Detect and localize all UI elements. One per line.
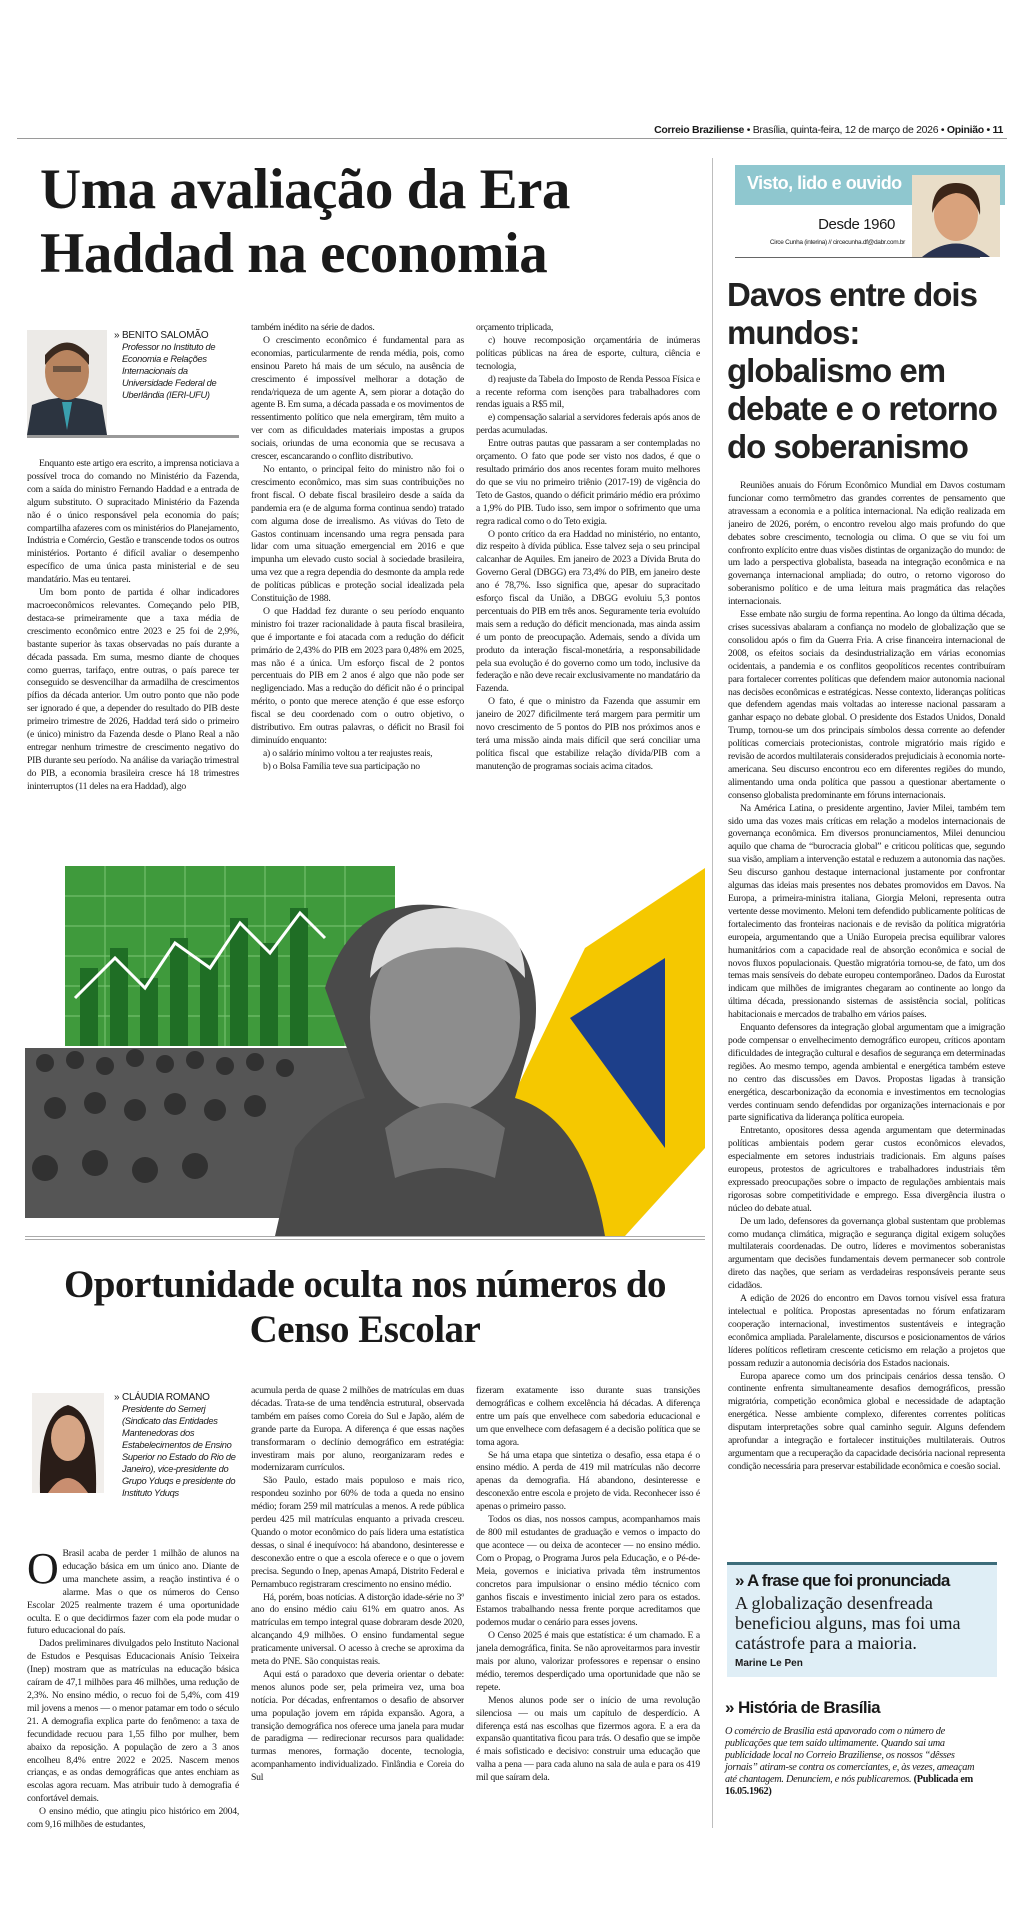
paragraph: Há, porém, boas notícias. A distorção idade-série no 3º ano do ensino médio caiu 61% em quatro anos. As matrículas em tempo integral quase dobraram desde 2020, alcançando 4,9 milhões. O ensino fundamental segue praticamente universal. O acesso à creche se aproxima da meta do PNE. São conquistas reais. <box>251 1591 464 1668</box>
header-rule <box>17 138 1007 139</box>
sidebar-article-body <box>728 480 1005 1556</box>
author2-photo <box>32 1393 104 1493</box>
article2-column-3 <box>476 1385 700 1908</box>
paragraph: No entanto, o principal feito do ministro não foi o crescimento econômico, mas sim suas contribuições no front fiscal. O debate fiscal brasileiro desde a saída da pandemia era (e de alguma forma continua sendo) tratado com alguma dose de irrealismo. As viúvas do Teto de Gastos continuam incensando uma regra pensada para lidar com uma situação emergencial em 2016 e que impunha um elevado custo social à sociedade brasileira, uma vez que a regra dependia do desmonte da ampla rede de políticas públicas e proteção social idealizada pela Constituição de 1988. <box>251 463 464 605</box>
paragraph: O Censo 2025 é mais que estatística: é um chamado. E a janela demográfica, finita. Se não aproveitarmos para investir mais por aluno, valorizar professores e repensar o ensino médio, teremos desperdiçado uma oportunidade que não se repete. <box>476 1630 700 1693</box>
section-name: Opinião <box>946 124 984 136</box>
article2-column-2 <box>251 1385 464 1908</box>
paragraph: Entre outras pautas que passaram a ser contempladas no orçamento. O fato que pode ser visto nos dados, é que o resultado primário dos anos recentes foram muito melhores do que se viu no primeiro triênio (2017-19) de vigência do Teto de Gastos, quando o déficit primário médio era próximo a 1,9% do PIB. Tudo isso, sem impor o sofrimento que uma regra radical como o do Teto exigia. <box>476 438 700 527</box>
article1-column-2 <box>251 322 464 842</box>
quote-text: A globalização desenfreada beneficiou alguns, mas foi uma catástrofe para a maioria. <box>735 1593 961 1653</box>
quote-heading: » A frase que foi pronunciada <box>735 1571 950 1590</box>
column-divider <box>712 158 713 1828</box>
page-header <box>654 124 1003 136</box>
paragraph: A edição de 2026 do encontro em Davos tornou visível essa fratura intelectual e política. Propostas apresentadas no fórum enfatizaram cooperação internacional, investimentos sustentáveis e integração econômica ampliada. Paralelamente, discursos e posicionamentos de vários líderes políticos refletiram crescente ceticismo em relação a projetos que possam reduzir a autonomia decisória dos Estados nacionais. <box>728 1293 1005 1369</box>
paragraph: Europa aparece como um dos principais cenários dessa tensão. O continente enfrenta simultaneamente desafios demográficos, pressão migratória, competição econômica global e necessidade de adaptação energética. Nesse ambiente complexo, diferentes correntes políticas disputam interpretações sobre qual caminho seguir. Alguns defendem aprofundar a integração e fortalecer instituições multilaterais. Outros argumentam que a recuperação da capacidade decisória nacional representa condição necessária para preservar estabilidade econômica e coesão social. <box>728 1370 1005 1472</box>
author1-bio: Professor no Instituto de Economia e Relações Internacionais da Universidade Federal de Uberlândia (IERI-UFU) <box>122 342 217 400</box>
paragraph: O ponto crítico da era Haddad no ministério, no entanto, diz respeito à dívida pública. Esse talvez seja o seu principal calcanhar de Aquiles. Em janeiro de 2023 a Dívida Bruta do Governo Geral (DBGG) era 73,4% do PIB, em janeiro deste ano é 78,7%. Isso significa que, apesar do supracitado esforço fiscal da União, a DBGG evoluiu 5,3 pontos percentuais do PIB em três anos. Seguramente teria evoluído mais sem a redução do déficit mencionada, mas ainda assim é um ponto de preocupação. Ademais, sendo a dívida um produto da interação fiscal-monetária, a responsabilidade pela sua evolução é do governo como um todo, inclusive da federação e não deve recair exclusivamente no mandatário da Fazenda. <box>476 528 700 695</box>
paragraph: Todos os dias, nos nossos campus, acompanhamos mais de 800 mil estudantes de graduação e vemos o impacto do que acontece — ou deixa de acontecer — no ensino médio. Com o Propag, o Programa Juros pela Educação, e o Pé-de-Meia, governos e iniciativa privada têm instrumentos concretos para impulsionar o ensino médio técnico com ganhos fiscais e investimento inicial zero para os estados. Estamos trabalhando nessa frente porque acreditamos que podemos mudar o cenário para esses jovens. <box>476 1514 700 1629</box>
paragraph: Dados preliminares divulgados pelo Instituto Nacional de Estudos e Pesquisas Educacionais Anísio Teixeira (Inep) mostram que as matrículas na educação básica caíram de 47,1 milhões para 46 milhões, uma redução de 2,3%. No ensino médio, o recuo foi de 5,4%, com 419 mil jovens a menos — o menor patamar em todo o século 21. A demografia explica parte do fenômeno: a taxa de fecundidade recuou para 1,55 filho por mulher, bem abaixo da reposição. A população de zero a 3 anos encolheu 8,4% entre 2022 e 2025. Nascem menos crianças, e as ondas demográficas que antes enchiam as escolas agora recuam. Mas atribuir tudo à demografia é confortável demais. <box>27 1638 239 1805</box>
article1-title: Uma avaliação da Era Haddad na economia <box>40 158 570 285</box>
section-divider <box>25 1236 705 1240</box>
paragraph: Enquanto defensores da integração global argumentam que a imigração pode compensar o envelhecimento demográfico europeu, críticos apontam dificuldades de integração cultural e desafios de segurança em determinadas regiões. Ao mesmo tempo, agenda ambiental e energética também esteve no centro das discussões em Davos. Propostas ligadas à transição energética, descarbonização da economia e investimentos em tecnologias verdes continuam sendo defendidas por organizações internacionais e por parte significativa da liderança política europeia. <box>728 1022 1005 1124</box>
column-name: Visto, lido e ouvido <box>747 173 902 193</box>
author1-photo <box>27 330 107 435</box>
sidebar-article-title: Davos entre dois mundos: globalismo em debate e o retorno do soberanismo <box>727 276 997 465</box>
history-heading: » História de Brasília <box>725 1698 880 1717</box>
paragraph: Esse embate não surgiu de forma repentina. Ao longo da última década, crises sucessivas abalaram a confiança no modelo de globalização que se consolidou após o fim da Guerra Fria. A crise financeira internacional de 2008, os efeitos sociais da desindustrialização em várias economias ocidentais, a pandemia e os conflitos geopolíticos recentes contribuíram para fortalecer correntes políticas que defendem maior autonomia nacional nas decisões econômicas e estratégicas. Nesse contexto, lideranças políticas que defendem agendas mais voltadas ao interesse nacional passaram a ganhar espaço no debate global. O presidente dos Estados Unidos, Donald Trump, tornou-se um dos principais símbolos dessa corrente ao defender políticas comerciais protecionistas, controle migratório mais rígido e revisão de acordos multilaterais considerados prejudiciais à economia norte-americana. Seu discurso encontrou eco em diferentes regiões do mundo, alimentando uma onda política que passou a questionar abertamente o consenso globalista predominante em fóruns internacionais. <box>728 609 1005 801</box>
author1-info <box>114 330 239 401</box>
columnist-photo <box>912 175 1000 257</box>
author2-info <box>114 1392 239 1499</box>
history-body: O comércio de Brasília está apavorado com o número de publicações que tem saído ultimamente. Quando sai uma publicidade local no Correio Braziliense, os nossos “dêsses jornais” atiram-se contra os comerciantes, e, às vezes, ameaçam até chantagem. Denunciem, e nós publicaremos. <box>725 1726 975 1785</box>
paragraph: d) reajuste da Tabela do Imposto de Renda Pessoa Física e a recente reforma com isenções para trabalhadores com rendas iguais a R$5 mil, <box>476 373 700 411</box>
history-text <box>725 1726 975 1798</box>
since-label: Desde 1960 <box>818 216 895 233</box>
paragraph-text: Brasil acaba de perder 1 milhão de alunos na educação básica em um único ano. Diante de uma manchete assim, a reação instintiva é o alarme. Mas o que os números do Censo Escolar 2025 realmente trazem é uma oportunidade oculta. E o que decidirmos fazer com ela pode mudar o futuro educacional do país. <box>27 1548 239 1637</box>
paragraph: Na América Latina, o presidente argentino, Javier Milei, também tem sido uma das vozes mais críticas em relação a modelos internacionais de governança econômica. Em diversos pronunciamentos, Milei denunciou aquilo que chama de “burocracia global” e criticou políticas que, segundo sua visão, ampliam a intervenção estatal e reduzem a autonomia das nações. Seu discurso ganhou destaque internacional justamente por confrontar algumas das ideias mais presentes nos debates promovidos em Davos. Na Europa, a primeira-ministra italiana, Giorgia Meloni, representa outra vertente desse movimento. Meloni tem defendido publicamente políticas de fortalecimento das fronteiras nacionais e de revisão da política migratória europeia, argumentando que a União Europeia precisa equilibrar valores humanitários com a capacidade real de absorção econômica e social de novos fluxos populacionais. Questão migratória tornou-se, de fato, um dos temas mais sensíveis do debate europeu contemporâneo. Dados da Eurostat indicam que milhões de imigrantes chegaram ao continente ao longo da última década, pressionando sistemas de assistência social, políticas habitacionais e mercados de trabalho em vários países. <box>728 802 1005 1021</box>
columnist-credit: Circe Cunha (interina) // circecunha.df@dabr.com.br <box>769 239 905 246</box>
quote-box <box>727 1562 997 1677</box>
paragraph: De um lado, defensores da governança global sustentam que problemas como mudança climática, migração e segurança digital exigem soluções multilaterais coordenadas. De outro, líderes e movimentos soberanistas argumentam que decisões fundamentais devem permanecer sob controle direto das nações, que seriam as verdadeiras responsáveis perante seus cidadãos. <box>728 1215 1005 1292</box>
article1-illustration <box>25 848 705 1236</box>
author2-name: » CLÁUDIA ROMANO <box>114 1392 210 1403</box>
article1-column-3 <box>476 322 700 842</box>
paragraph: e) compensação salarial a servidores federais após anos de perdas acumuladas. <box>476 412 700 437</box>
article2-column-1 <box>27 1548 239 1908</box>
author1-name: » BENITO SALOMÃO <box>114 330 209 341</box>
paragraph: a) o salário mínimo voltou a ter reajustes reais, <box>263 747 433 759</box>
paragraph: O que Haddad fez durante o seu período enquanto ministro foi trazer racionalidade à pauta fiscal brasileira, que é importante e foi atacada com a redução do déficit primário de 2,43% do PIB em 2023 para 0,48% em 2025, mas não é a única. Um esforço fiscal de 2 pontos percentuais do PIB em 2 anos é algo que não pode ser negligenciado. Mas a redução do déficit não é o principal mérito, o ponto que merece atenção é que esse esforço fiscal se deu coordenado com o outro objetivo, o distributivo. Em outras palavras, o déficit no Brasil foi diminuído enquanto: <box>251 605 464 746</box>
page-number: • 11 <box>986 124 1003 136</box>
paragraph: Um bom ponto de partida é olhar indicadores macroeconômicos relevantes. Começando pelo PIB, destaca-se primeiramente que a taxa média de crescimento econômico entre 2023 e 25 foi de 2,9%, bastante superior às taxas observadas no país durante a década passada. Em suma, mesmo diante de choques como guerras, tarifaço, entre outras, o país parece ter conseguido se desvencilhar da armadilha de crescimentos pífios da década anterior. Um outro ponto que não pode ser ignorado é que, a depender do resultado do PIB deste primeiro trimestre de 2026, Haddad terá sido o primeiro (e único) ministro da Fazenda desde o Plano Real a não entregar nenhum trimestre de crescimento negativo do PIB durante seu período. Na análise da variação trimestral do PIB, a economia brasileira cresce há 18 trimestres ininterruptos (11 deles na era Haddad), algo <box>27 587 239 792</box>
paragraph: também inédito na série de dados. <box>251 322 375 333</box>
sidebar-article <box>727 276 1007 1556</box>
newspaper-name: Correio Braziliense <box>654 124 745 136</box>
paragraph: Entretanto, opositores dessa agenda argumentam que determinadas políticas ambientais podem gerar custos econômicos elevados, especialmente em setores industriais tradicionais. Em alguns países europeus, protestos de agricultores e trabalhadores industriais têm expressado preocupações sobre o impacto de regulações ambientais mais rigorosas sobre competitividade e emprego. Essa divergência ilustra o núcleo do debate atual. <box>728 1125 1005 1214</box>
paragraph: orçamento triplicada, <box>476 322 554 333</box>
paragraph: O fato, é que o ministro da Fazenda que assumir em janeiro de 2027 dificilmente terá margem para permitir um novo crescimento de 5 pontos do PIB nos próximos anos e terá uma missão ainda mais difícil que será conciliar uma política fiscal que estabilize relação dívida/PIB com a manutenção de programas sociais acima citados. <box>476 696 700 772</box>
paragraph: São Paulo, estado mais populoso e mais rico, respondeu sozinho por 60% de toda a queda no ensino médio; foram 259 mil matrículas a menos. A rede pública perdeu 425 mil matrículas enquanto a privada cresceu. Quando o motor econômico do país lidera uma estatística dessas, o sinal é inequívoco: há abandono, desinteresse e desconexão entre o que a escola oferece e o que o jovem precisa. Segundo o Inep, apenas Amapá, Distrito Federal e Pernambuco registraram crescimento no ensino médio. <box>251 1475 464 1590</box>
paragraph: acumula perda de quase 2 milhões de matrículas em duas décadas. Trata-se de uma tendência estrutural, observada também em países como Coreia do Sul e Japão, além de grande parte da Europa. A diferença é que essas nações transformaram o declínio demográfico em estratégia: investiram mais por aluno, reorganizaram redes e modernizaram currículos. <box>251 1385 464 1474</box>
dateline: • Brasília, quinta-feira, 12 de março de 2026 • <box>746 124 945 136</box>
quote-attribution: Marine Le Pen <box>735 1658 803 1669</box>
paragraph <box>27 1548 239 1638</box>
drop-cap: O <box>27 1548 59 1593</box>
history-box <box>725 1698 975 1798</box>
paragraph: Enquanto este artigo era escrito, a imprensa noticiava a possível troca do comando no Ministério da Fazenda, com a saída do ministro Fernando Haddad e a entrada de algum substituto. O supracitado Ministério da Fazenda não é o único responsável pela economia do país; compartilha afazeres com os ministérios do Planejamento, Indústria e Comércio, Gestão e transcende todos os outros ministérios. Portanto é difícil avaliar o desempenho específico de uma única pasta ministerial e de seu mandatário. Mas eu tentarei. <box>27 458 239 586</box>
history-published-date: (Publicada em 16.05.1962) <box>725 1774 973 1797</box>
author1-rule <box>27 435 239 438</box>
article2-title: Oportunidade oculta nos números do Censo Escolar <box>63 1263 667 1351</box>
paragraph: O ensino médio, que atingiu pico histórico em 2004, com 9,16 milhões de estudantes, <box>27 1806 239 1831</box>
paragraph: Menos alunos pode ser o início de uma revolução silenciosa — ou mais um capítulo de desperdício. A diferença está nas escolhas que fizermos agora. E a era da expansão quantitativa ficou para trás. O desafio que se impõe é mais sofisticado e decisivo: construir uma educação que valha a pena — para cada aluno na sala de aula e para os 419 mil que saíram dela. <box>476 1694 700 1784</box>
author2-bio: Presidente do Semerj (Sindicato das Entidades Mantenedoras dos Estabelecimentos de Ensino Superior no Estado do Rio de Janeiro), vice-presidente do Grupo Yduqs e presidente do Instituto Yduqs <box>122 1404 236 1498</box>
article1-column-1 <box>27 458 239 842</box>
paragraph: c) houve recomposição orçamentária de inúmeras políticas públicas na área de esporte, cultura, ciência e tecnologia, <box>476 334 700 372</box>
paragraph: Aqui está o paradoxo que deveria orientar o debate: menos alunos pode ser, pela primeira vez, uma boa notícia. Por décadas, enfrentamos o desafio de absorver uma população jovem em rápida expansão. Agora, a transição demográfica nos oferece uma janela para mudar de paradigma — redirecionar recursos para qualidade: turmas menores, formação docente, tecnologia, acompanhamento individualizado. Finlândia e Coreia do Sul <box>251 1668 464 1784</box>
paragraph: b) o Bolsa Família teve sua participação no <box>263 760 420 772</box>
sidebar-rule <box>735 257 980 258</box>
paragraph: fizeram exatamente isso durante suas transições demográficas e colhem excelência há décadas. A diferença entre um país que envelhece com sabedoria educacional e um que envelhece com defasagem é a decisão política que se toma agora. <box>476 1385 700 1448</box>
paragraph: Se há uma etapa que sintetiza o desafio, essa etapa é o ensino médio. A perda de 419 mil matrículas não decorre apenas da demografia. Há abandono, desinteresse e desconexão entre escola e projeto de vida. Reconhecer isso é apenas o primeiro passo. <box>476 1449 700 1513</box>
paragraph: Reuniões anuais do Fórum Econômico Mundial em Davos costumam funcionar como termômetro das grandes correntes de pensamento que atravessam a economia e a política internacional. Na edição realizada em janeiro de 2026, porém, o encontro revelou algo mais profundo do que debates sobre crescimento, tecnologia ou clima. O que se viu foi um confronto explícito entre duas visões distintas de organização do mundo: de um lado a perspectiva globalista, baseada na integração econômica e na governança internacional ampliada; do outro, o retorno vigoroso do soberanismo político e de uma leitura mais pragmática das relações internacionais. <box>728 480 1005 608</box>
paragraph: O crescimento econômico é fundamental para as economias, particularmente de renda média, pois, como ensinou Pareto há mais de um século, na ausência de crescimento é impossível melhorar a dotação de renda/riqueza de um agente A, sem piorar a dotação do agente B. Em suma, a década passada e os movimentos de ressentimento político que nela emergiram, têm muito a ver com as dificuldades materiais impostas a grupos sociais, oriundas de uma economia que se recusava a crescer, escancarando o conflito distributivo. <box>251 334 464 463</box>
